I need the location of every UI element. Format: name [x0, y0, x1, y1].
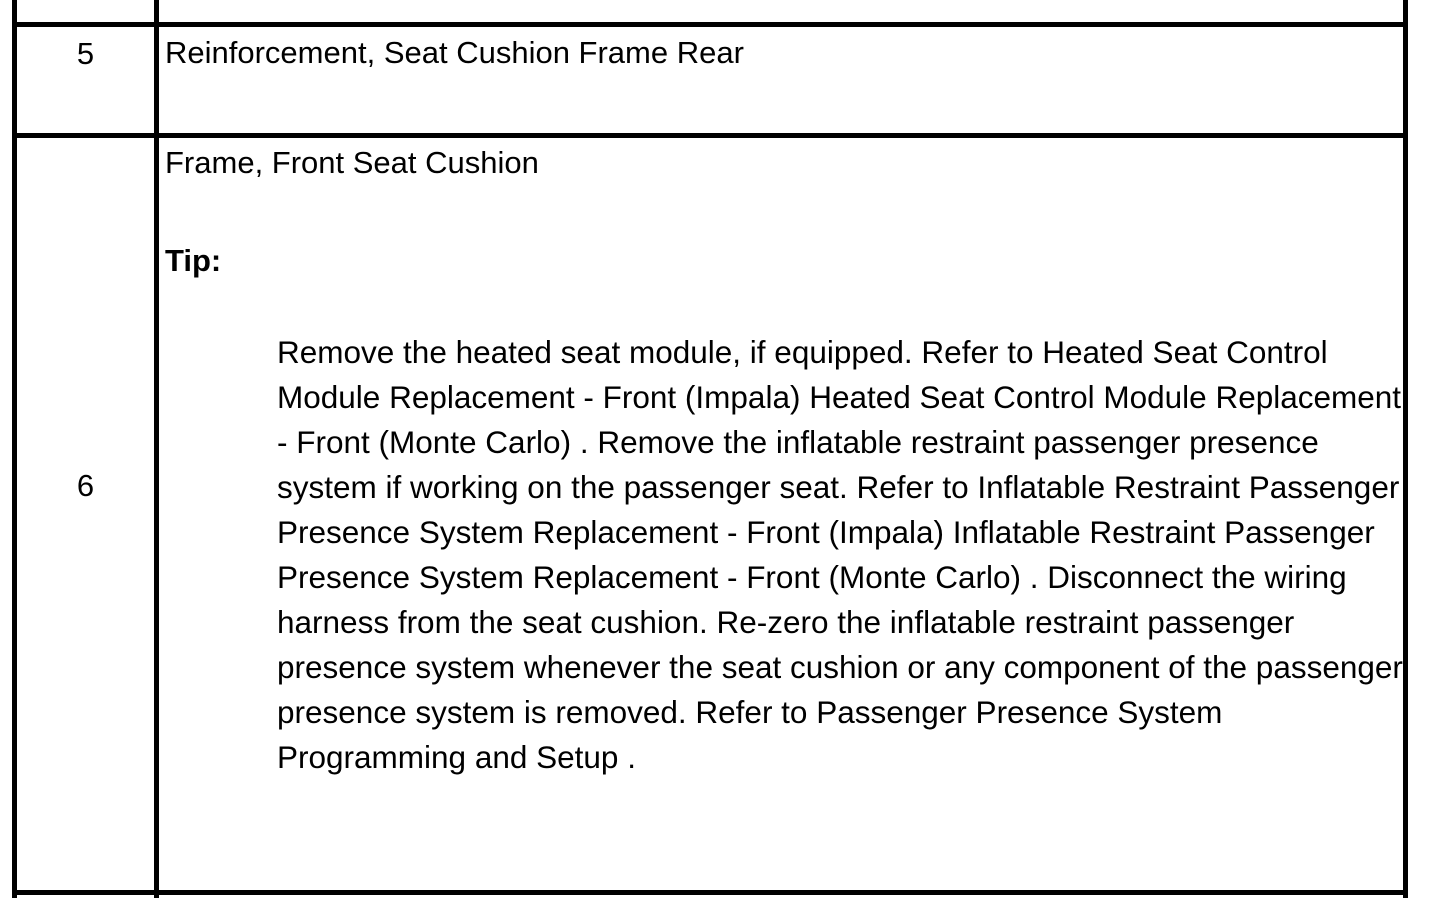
row-6-tip-label: Tip:	[165, 243, 222, 278]
row-6-description: Frame, Front Seat Cushion	[165, 145, 539, 180]
table-border-bottom	[12, 890, 1408, 895]
table-row-divider-middle	[12, 133, 1408, 138]
row-6-number: 6	[76, 468, 95, 503]
parts-table	[12, 0, 1408, 898]
row-5-number: 5	[76, 36, 95, 71]
table-row-divider-top	[12, 22, 1408, 27]
row-5-description: Reinforcement, Seat Cushion Frame Rear	[165, 35, 744, 70]
row-6-tip-text: Remove the heated seat module, if equipped. Refer to Heated Seat Control Module Replacement - Front (Impala) Heated Seat Control Module Replacement - Front (Monte Carlo) . Remove the inflatable restraint passenger presence system if working on the passenger seat. Refer to Inflatable Restraint Passenger Presence System Replacement - Front (Impala) Inflatable Restraint Passenger Presence System Replacement - Front (Monte Carlo) . Disconnect the wiring harness from the seat cushion. Re-zero the inflatable restraint passenger presence system whenever the seat cushion or any component of the passenger presence system is removed. Refer to Passenger Presence System Programming and Setup .	[277, 334, 1403, 775]
